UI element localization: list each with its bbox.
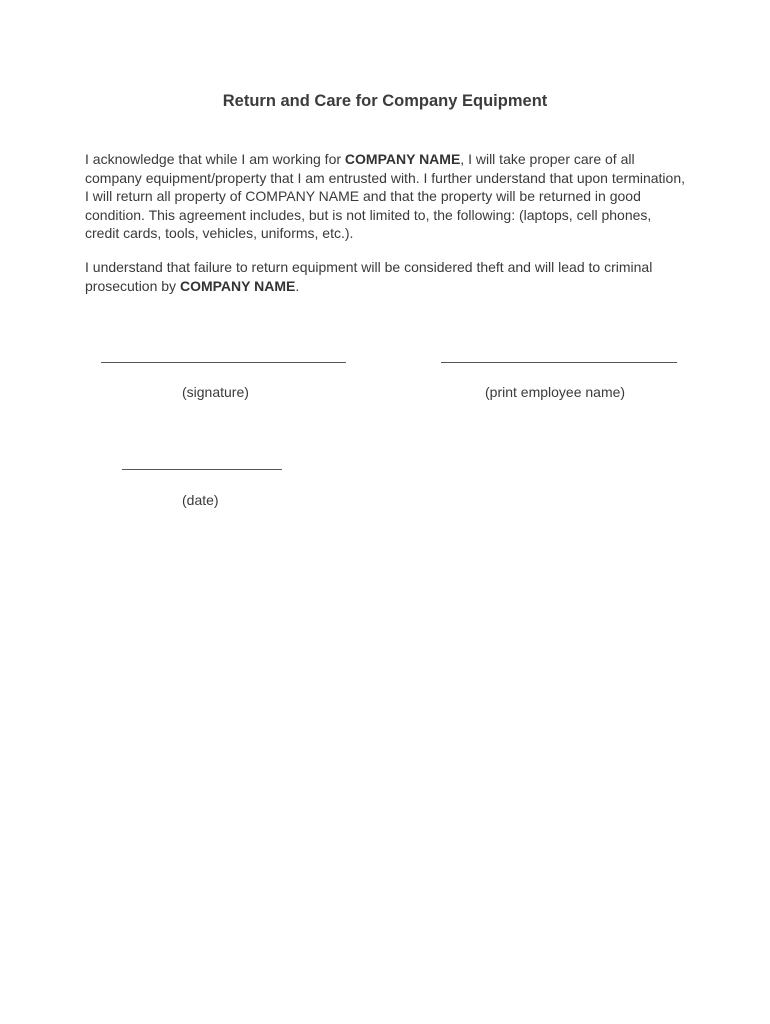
signature-caption: (signature)	[182, 384, 249, 400]
paragraph1-text-end: , I will take proper care of all company equipment/property that I am entrusted with. I further understand that upon termination, I will return all property of COMPANY NAME and that the property will be returned in good condition. This agreement includes, but is not limited to, the following: (laptops, cell phones, credit cards, tools, vehicles, uniforms, etc.).	[85, 151, 686, 241]
paragraph2-text-start: I understand that failure to return equipment will be considered theft and will lead to criminal prosecution by	[85, 259, 653, 294]
company-name-placeholder: COMPANY NAME	[179, 277, 296, 294]
company-name-placeholder: COMPANY NAME	[344, 151, 461, 167]
paragraph1-text-start: I acknowledge that while I am working for	[85, 151, 345, 167]
date-line[interactable]	[122, 469, 282, 470]
print-name-line[interactable]	[441, 362, 677, 363]
print-name-caption: (print employee name)	[485, 384, 626, 400]
paragraph2-text-end: .	[295, 277, 300, 294]
prosecution-paragraph	[85, 258, 685, 295]
date-caption: (date)	[182, 492, 219, 508]
signature-line[interactable]	[101, 362, 346, 363]
document-title: Return and Care for Company Equipment	[222, 92, 548, 110]
acknowledgement-paragraph	[85, 150, 685, 243]
